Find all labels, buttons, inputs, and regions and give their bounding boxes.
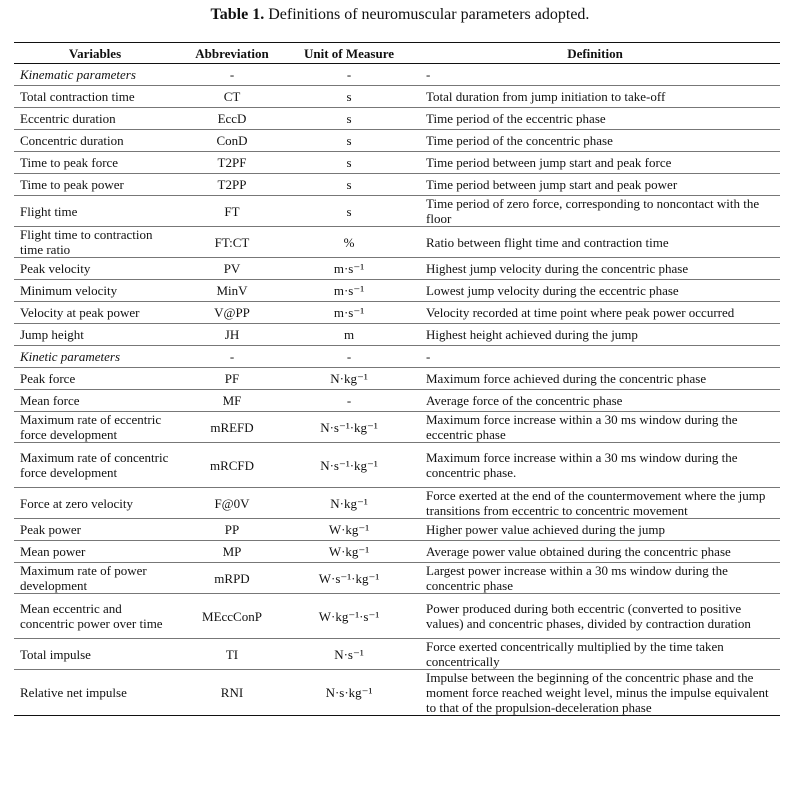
table-row [14, 258, 780, 280]
cell-unit: s [288, 130, 410, 152]
header-definition: Definition [410, 43, 780, 64]
cell-variable: Eccentric duration [14, 108, 176, 130]
cell-variable: Velocity at peak power [14, 302, 176, 324]
cell-definition: Maximum force achieved during the concentric phase [410, 368, 780, 390]
cell-unit: - [288, 390, 410, 412]
cell-definition: - [410, 346, 780, 368]
table-row [14, 670, 780, 716]
cell-definition: Time period between jump start and peak power [410, 174, 780, 196]
cell-definition: Lowest jump velocity during the eccentric phase [410, 280, 780, 302]
cell-definition: Maximum force increase within a 30 ms window during the eccentric phase [410, 412, 780, 443]
table-row [14, 390, 780, 412]
table-row [14, 412, 780, 443]
cell-abbreviation: V@PP [176, 302, 288, 324]
cell-unit: W·kg⁻¹·s⁻¹ [288, 594, 410, 639]
table-row [14, 174, 780, 196]
cell-unit: N·s⁻¹ [288, 639, 410, 670]
cell-variable: Maximum rate of eccentric force development [14, 412, 176, 443]
cell-abbreviation: T2PP [176, 174, 288, 196]
cell-definition: Force exerted concentrically multiplied by the time taken concentrically [410, 639, 780, 670]
cell-variable: Kinetic parameters [14, 346, 176, 368]
cell-definition: Maximum force increase within a 30 ms window during the concentric phase. [410, 443, 780, 488]
cell-unit: N·s⁻¹·kg⁻¹ [288, 443, 410, 488]
table-row [14, 108, 780, 130]
cell-abbreviation: FT [176, 196, 288, 227]
table-row [14, 152, 780, 174]
cell-variable: Time to peak power [14, 174, 176, 196]
cell-unit: N·s⁻¹·kg⁻¹ [288, 412, 410, 443]
table-row [14, 519, 780, 541]
cell-variable: Peak power [14, 519, 176, 541]
cell-definition: Time period of the concentric phase [410, 130, 780, 152]
table-row [14, 563, 780, 594]
table-body [14, 64, 780, 716]
cell-definition: Velocity recorded at time point where peak power occurred [410, 302, 780, 324]
cell-abbreviation: mRCFD [176, 443, 288, 488]
cell-abbreviation: MEccConP [176, 594, 288, 639]
cell-unit: m·s⁻¹ [288, 258, 410, 280]
cell-variable: Jump height [14, 324, 176, 346]
cell-abbreviation: PP [176, 519, 288, 541]
cell-abbreviation: EccD [176, 108, 288, 130]
cell-variable: Maximum rate of power development [14, 563, 176, 594]
cell-variable: Flight time [14, 196, 176, 227]
cell-unit: s [288, 86, 410, 108]
cell-variable: Peak force [14, 368, 176, 390]
cell-definition: Time period of zero force, corresponding to noncontact with the floor [410, 196, 780, 227]
cell-abbreviation: RNI [176, 670, 288, 716]
cell-definition: Highest height achieved during the jump [410, 324, 780, 346]
header-variables: Variables [14, 43, 176, 64]
table-row [14, 130, 780, 152]
table-row [14, 324, 780, 346]
cell-abbreviation: JH [176, 324, 288, 346]
cell-abbreviation: MF [176, 390, 288, 412]
cell-variable: Kinematic parameters [14, 64, 176, 86]
cell-unit: W·kg⁻¹ [288, 519, 410, 541]
cell-unit: W·kg⁻¹ [288, 541, 410, 563]
cell-variable: Flight time to contraction time ratio [14, 227, 176, 258]
cell-definition: Time period of the eccentric phase [410, 108, 780, 130]
table-row [14, 488, 780, 519]
cell-abbreviation: FT:CT [176, 227, 288, 258]
cell-abbreviation: F@0V [176, 488, 288, 519]
cell-unit: m·s⁻¹ [288, 302, 410, 324]
cell-abbreviation: PV [176, 258, 288, 280]
parameters-table [14, 42, 780, 716]
cell-definition: Force exerted at the end of the countermovement where the jump transitions from eccentric to concentric movement [410, 488, 780, 519]
table-caption [0, 5, 800, 29]
cell-abbreviation: PF [176, 368, 288, 390]
cell-abbreviation: mRPD [176, 563, 288, 594]
header-unit: Unit of Measure [288, 43, 410, 64]
table-row [14, 302, 780, 324]
table-row [14, 227, 780, 258]
cell-definition: Power produced during both eccentric (converted to positive values) and concentric phases, divided by contraction duration [410, 594, 780, 639]
cell-abbreviation: - [176, 64, 288, 86]
cell-definition: Total duration from jump initiation to take-off [410, 86, 780, 108]
cell-abbreviation: T2PF [176, 152, 288, 174]
section-row [14, 346, 780, 368]
cell-variable: Mean eccentric and concentric power over time [14, 594, 176, 639]
cell-variable: Force at zero velocity [14, 488, 176, 519]
cell-unit: s [288, 152, 410, 174]
cell-definition: Ratio between flight time and contraction time [410, 227, 780, 258]
cell-abbreviation: MinV [176, 280, 288, 302]
cell-unit: s [288, 174, 410, 196]
cell-unit: W·s⁻¹·kg⁻¹ [288, 563, 410, 594]
cell-definition: Time period between jump start and peak force [410, 152, 780, 174]
cell-unit: N·kg⁻¹ [288, 368, 410, 390]
cell-unit: - [288, 64, 410, 86]
cell-unit: % [288, 227, 410, 258]
table-row [14, 280, 780, 302]
cell-abbreviation: ConD [176, 130, 288, 152]
table-row [14, 196, 780, 227]
cell-abbreviation: MP [176, 541, 288, 563]
cell-variable: Relative net impulse [14, 670, 176, 716]
cell-variable: Total contraction time [14, 86, 176, 108]
cell-definition: Average force of the concentric phase [410, 390, 780, 412]
cell-definition: - [410, 64, 780, 86]
cell-variable: Concentric duration [14, 130, 176, 152]
cell-variable: Maximum rate of concentric force development [14, 443, 176, 488]
header-row [14, 43, 780, 64]
section-row [14, 64, 780, 86]
cell-variable: Time to peak force [14, 152, 176, 174]
table-caption-text: Definitions of neuromuscular parameters adopted. [264, 6, 590, 23]
table-row [14, 594, 780, 639]
cell-unit: - [288, 346, 410, 368]
cell-abbreviation: CT [176, 86, 288, 108]
table-row [14, 86, 780, 108]
table-row [14, 541, 780, 563]
cell-unit: N·s·kg⁻¹ [288, 670, 410, 716]
table-row [14, 443, 780, 488]
cell-definition: Impulse between the beginning of the concentric phase and the moment force reached weight level, minus the impulse equivalent to that of the propulsion-deceleration phase [410, 670, 780, 716]
cell-variable: Mean force [14, 390, 176, 412]
table-row [14, 639, 780, 670]
cell-variable: Minimum velocity [14, 280, 176, 302]
header-abbreviation: Abbreviation [176, 43, 288, 64]
cell-definition: Highest jump velocity during the concentric phase [410, 258, 780, 280]
cell-variable: Mean power [14, 541, 176, 563]
cell-abbreviation: - [176, 346, 288, 368]
cell-variable: Total impulse [14, 639, 176, 670]
cell-definition: Largest power increase within a 30 ms window during the concentric phase [410, 563, 780, 594]
cell-unit: s [288, 196, 410, 227]
cell-variable: Peak velocity [14, 258, 176, 280]
cell-unit: m [288, 324, 410, 346]
cell-definition: Higher power value achieved during the jump [410, 519, 780, 541]
cell-abbreviation: TI [176, 639, 288, 670]
cell-definition: Average power value obtained during the concentric phase [410, 541, 780, 563]
cell-unit: s [288, 108, 410, 130]
cell-unit: N·kg⁻¹ [288, 488, 410, 519]
cell-abbreviation: mREFD [176, 412, 288, 443]
table-row [14, 368, 780, 390]
table-caption-label: Table 1. [210, 6, 265, 23]
cell-unit: m·s⁻¹ [288, 280, 410, 302]
